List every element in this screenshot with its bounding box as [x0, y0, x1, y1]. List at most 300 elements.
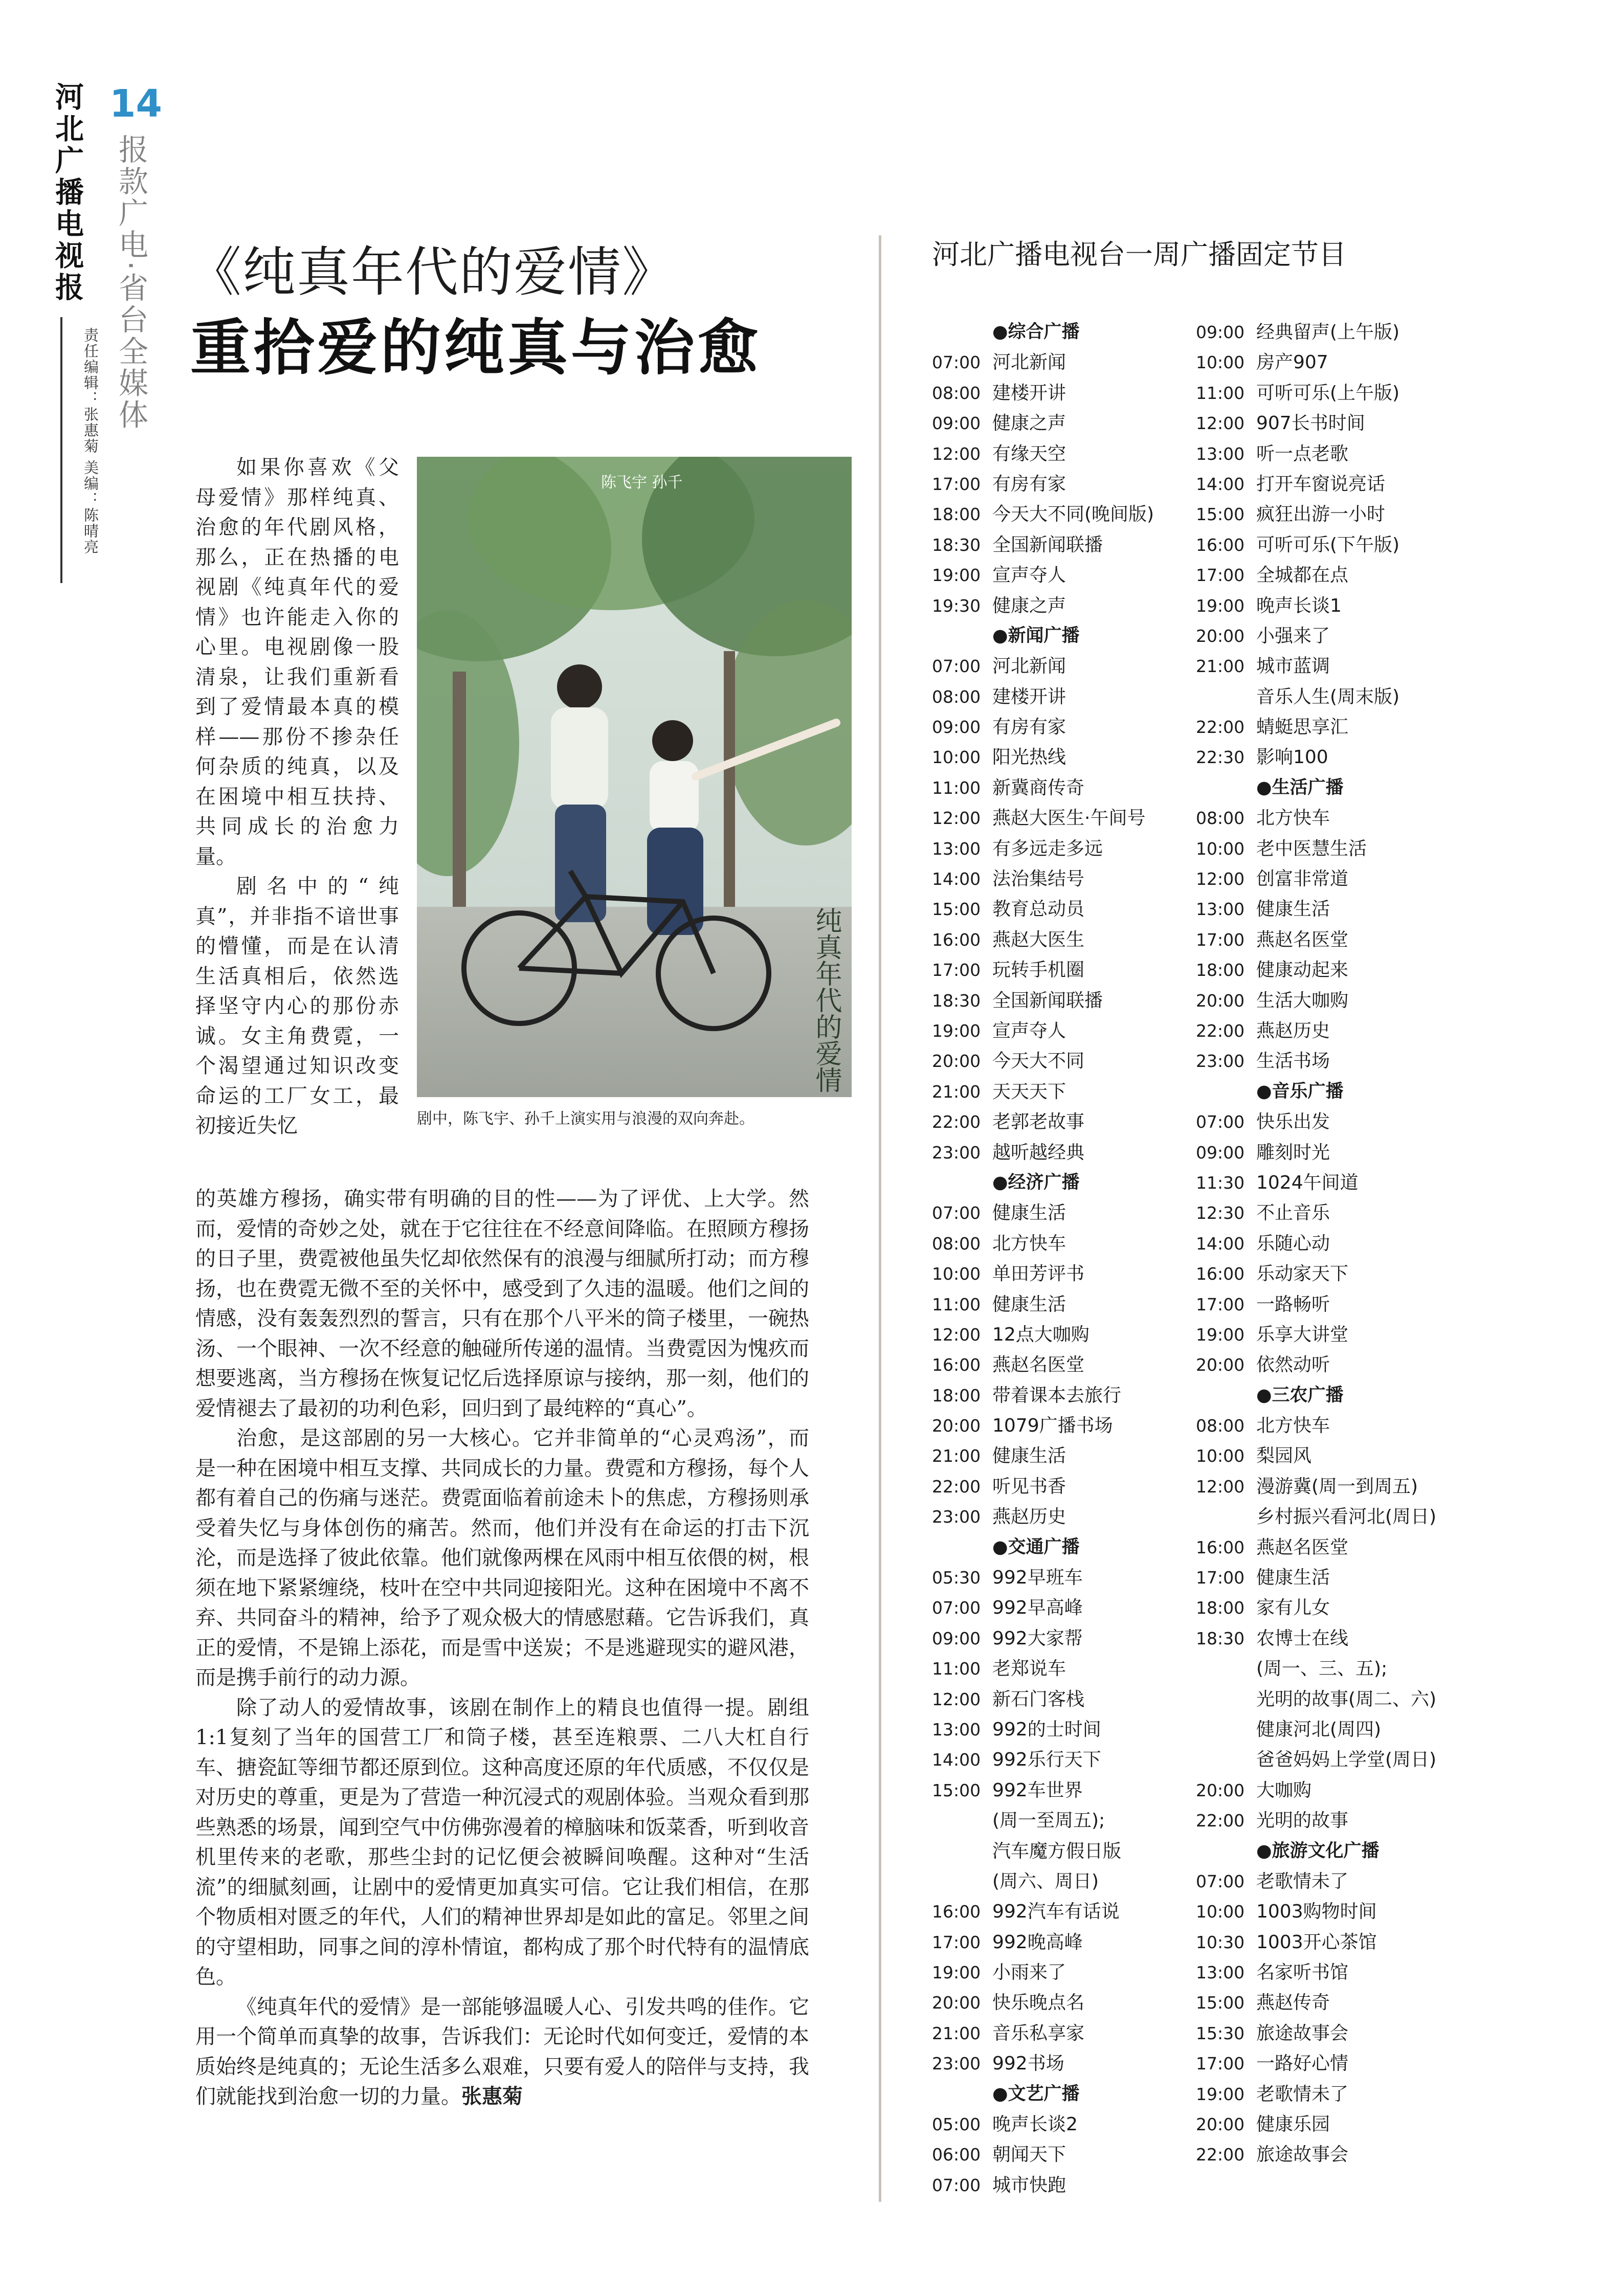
- program-name: 992早高峰: [992, 1597, 1083, 1619]
- program-time: 20:00: [1196, 626, 1245, 646]
- program-row: [1196, 1472, 1441, 1502]
- program-time: 08:00: [932, 686, 981, 707]
- program-time: 17:00: [1196, 1568, 1245, 1588]
- program-name: 名家听书馆: [1256, 1962, 1349, 1983]
- article-body-narrow: [195, 453, 399, 1141]
- program-row: [1196, 1897, 1441, 1927]
- program-row: [932, 560, 1177, 590]
- program-name: 北方快车: [1256, 1415, 1330, 1437]
- program-name: 燕赵历史: [992, 1506, 1066, 1528]
- program-time: 15:00: [1196, 1993, 1245, 2013]
- program-row: [932, 1714, 1177, 1745]
- program-row: [1196, 864, 1441, 894]
- program-time: 09:00: [1196, 1142, 1245, 1163]
- program-name: 雕刻时光: [1256, 1142, 1330, 1163]
- program-name: 一路好心情: [1256, 2053, 1349, 2075]
- program-name: 燕赵历史: [1256, 1020, 1330, 1041]
- program-row: [932, 773, 1177, 803]
- program-row: [932, 894, 1177, 924]
- program-name: 单田芳评书: [992, 1263, 1085, 1285]
- program-time: 22:00: [1196, 1020, 1245, 1041]
- program-name: 不止音乐: [1256, 1202, 1330, 1224]
- program-row: [932, 1684, 1177, 1714]
- program-name: 城市快跑: [992, 2174, 1066, 2196]
- program-name: 新冀商传奇: [992, 777, 1085, 798]
- article-author: 张惠菊: [461, 2085, 523, 2108]
- program-name: 建楼开讲: [992, 686, 1066, 707]
- program-time: 18:00: [1196, 960, 1245, 980]
- program-row: [1196, 1805, 1441, 1836]
- program-row: [1196, 2079, 1441, 2109]
- program-name: 新石门客栈: [992, 1688, 1085, 1710]
- program-row: [932, 834, 1177, 864]
- program-name: 健康之声: [992, 413, 1066, 434]
- program-time: 19:30: [932, 595, 981, 616]
- paragraph: 除了动人的爱情故事，该剧在制作上的精良也值得一提。剧组1:1复刻了当年的国营工厂和筒子楼，甚至连粮票、二八大杠自行车、搪瓷缸等细节都还原到位。这种高度还原的年代质感，不仅仅是对历史的尊重，更是为了营造一种沉浸式的观剧体验。当观众看到那些熟悉的场景，闻到空气中仿佛弥漫着的樟脑味和饭菜香，听到收音机里传来的老歌，那些尘封的记忆便会被瞬间唤醒。这种对“生活流”的细腻刻画，让剧中的爱情更加真实可信。它让我们相信，在那个物质相对匮乏的年代，人们的精神世界却是如此的富足。邻里之间的守望相助，同事之间的淳朴情谊，都构成了那个时代特有的温情底色。: [195, 1696, 809, 1989]
- program-row: [1196, 2109, 1441, 2139]
- program-row: [1196, 1441, 1441, 1471]
- program-name: 依然动听: [1256, 1354, 1330, 1376]
- program-name: 乐随心动: [1256, 1233, 1330, 1254]
- program-name: 城市蓝调: [1256, 656, 1330, 677]
- program-time: 05:00: [932, 2114, 981, 2135]
- program-row: [1196, 1350, 1441, 1380]
- program-name: 阳光热线: [992, 747, 1066, 768]
- program-row: [1196, 1168, 1441, 1198]
- channel-heading: ●生活广播: [1256, 777, 1344, 798]
- program-name: 宣声夺人: [992, 1020, 1066, 1041]
- program-time: 05:30: [932, 1568, 981, 1588]
- program-time: 23:00: [1196, 1051, 1245, 1072]
- program-time: 07:00: [932, 352, 981, 373]
- program-time: 23:00: [932, 1142, 981, 1163]
- program-time: 10:00: [1196, 1902, 1245, 1922]
- program-name: 907长书时间: [1256, 413, 1365, 434]
- program-name: 带着课本去旅行: [992, 1385, 1122, 1406]
- paragraph: 治愈，是这部剧的另一大核心。它并非简单的“心灵鸡汤”，而是一种在困境中相互支撑、共同成长的力量。费霓和方穆扬，每个人都有着自己的伤痛与迷茫。费霓面临着前途未卜的焦虑，方穆扬则承受着失忆与身体创伤的痛苦。然而，他们并没有在命运的打击下沉沦，而是选择了彼此依靠。他们就像两棵在风雨中相互依偎的树，根须在地下紧紧缠绕，枝叶在空中共同迎接阳光。这种在困境中不离不弃、共同奋斗的精神，给予了观众极大的情感慰藉。它告诉我们，真正的爱情，不是锦上添花，而是雪中送炭；不是逃避现实的避风港，而是携手前行的动力源。: [195, 1426, 809, 1689]
- program-row: [1196, 925, 1441, 955]
- program-row: [1196, 894, 1441, 924]
- program-row: [1196, 1654, 1441, 1684]
- program-time: 07:00: [1196, 1871, 1245, 1891]
- program-row: [932, 651, 1177, 681]
- program-time: 12:00: [1196, 1476, 1245, 1497]
- program-name: 992汽车有话说: [992, 1901, 1120, 1923]
- program-row: [1196, 1046, 1441, 1076]
- program-time: 19:00: [932, 1963, 981, 1983]
- program-row: [932, 1775, 1177, 1805]
- program-name: 光明的故事: [1256, 1810, 1349, 1832]
- program-name: 全国新闻联播: [992, 990, 1103, 1011]
- program-name: 老歌情未了: [1256, 2083, 1349, 2105]
- program-time: 12:00: [932, 1689, 981, 1709]
- program-time: 18:30: [932, 534, 981, 555]
- program-row: [932, 1380, 1177, 1411]
- program-row: [1196, 1320, 1441, 1350]
- program-time: 20:00: [1196, 1355, 1245, 1375]
- program-time: 13:00: [1196, 899, 1245, 920]
- program-row: [932, 2018, 1177, 2048]
- newspaper-masthead: 河北广播电视报: [51, 82, 84, 304]
- program-time: 15:00: [1196, 504, 1245, 525]
- program-row: [1196, 469, 1441, 499]
- program-time: 08:00: [1196, 1416, 1245, 1436]
- program-row: [932, 1441, 1177, 1471]
- program-time: 11:00: [932, 1294, 981, 1314]
- program-row: [932, 925, 1177, 955]
- program-time: 11:00: [932, 777, 981, 798]
- program-name: 生活大咖购: [1256, 990, 1349, 1011]
- program-row: [932, 682, 1177, 712]
- program-row: [1196, 1198, 1441, 1228]
- program-name: 小强来了: [1256, 625, 1330, 647]
- paragraph: 如果你喜欢《父母爱情》那样纯真、治愈的年代剧风格，那么，正在热播的电视剧《纯真年代的爱情》也许能走入你的心里。电视剧像一股清泉，让我们重新看到了爱情最本真的模样——那份不掺杂任何杂质的纯真，以及在困境中相互扶持、共同成长的治愈力量。: [195, 456, 399, 868]
- program-row: [932, 712, 1177, 742]
- program-time: 20:00: [1196, 1780, 1245, 1800]
- program-time: 23:00: [932, 1507, 981, 1527]
- program-time: 13:00: [1196, 443, 1245, 464]
- program-row: [932, 1320, 1177, 1350]
- program-row: [1196, 1532, 1441, 1563]
- program-time: 16:00: [932, 1355, 981, 1375]
- program-name: 梨园风: [1256, 1445, 1312, 1467]
- paragraph: 剧名中的“纯真”，并非指不谙世事的懵懂，而是在认清生活真相后，依然选择坚守内心的那份赤诚。女主角费霓，一个渴望通过知识改变命运的工厂女工，最初接近失忆: [195, 875, 399, 1138]
- program-name: 一路畅听: [1256, 1294, 1330, 1315]
- program-time: 07:00: [932, 2175, 981, 2195]
- channel-heading: ●音乐广播: [1256, 1081, 1344, 1102]
- schedule-column-right: [1196, 317, 1441, 2170]
- program-time: 18:30: [1196, 1628, 1245, 1648]
- program-row: [932, 469, 1177, 499]
- program-row: [1196, 1957, 1441, 1988]
- closing-paragraph: 《纯真年代的爱情》是一部能够温暖人心、引发共鸣的佳作。它用一个简单而真挚的故事，告诉我们：无论时代如何变迁，爱情的本质始终是纯真的；无论生活多么艰难，只要有爱人的陪伴与支持，我们就能找到治愈一切的力量。: [195, 1995, 809, 2108]
- program-name: 快乐出发: [1256, 1111, 1330, 1133]
- program-time: 22:00: [1196, 2145, 1245, 2165]
- program-name: 法治集结号: [992, 868, 1085, 890]
- program-time: 18:00: [932, 1385, 981, 1406]
- program-time: 09:00: [932, 717, 981, 738]
- program-row: [1196, 378, 1441, 408]
- program-row: [932, 1229, 1177, 1259]
- program-row: [932, 378, 1177, 408]
- program-name: 大咖购: [1256, 1779, 1312, 1801]
- program-row: [932, 1988, 1177, 2018]
- program-row: [932, 803, 1177, 833]
- program-name: 家有儿女: [1256, 1597, 1330, 1619]
- program-row: [932, 986, 1177, 1016]
- program-name: 玩转手机圈: [992, 960, 1085, 981]
- program-row: [1196, 621, 1441, 651]
- program-row: [1196, 530, 1441, 560]
- editor-credit: 责任编辑：张惠菊 美编：陈晴亮: [82, 327, 99, 555]
- program-row: [1196, 347, 1441, 377]
- schedule-column-left: [932, 317, 1177, 2200]
- masthead-divider: [60, 317, 62, 583]
- article-kicker: 《纯真年代的爱情》: [188, 241, 677, 303]
- program-time: 10:00: [1196, 838, 1245, 859]
- program-name: 经典留声(上午版): [1256, 322, 1400, 343]
- program-time: 17:00: [1196, 565, 1245, 586]
- program-row: [932, 1745, 1177, 1775]
- program-row: [932, 1046, 1177, 1076]
- program-time: 20:00: [932, 1993, 981, 2013]
- program-name: 有缘天空: [992, 443, 1066, 464]
- program-name: 听一点老歌: [1256, 443, 1349, 464]
- program-time: 10:30: [1196, 1932, 1245, 1952]
- program-row: [932, 1654, 1177, 1684]
- program-row: [1196, 317, 1441, 347]
- program-name: 健康之声: [992, 595, 1066, 616]
- program-name: 河北新闻: [992, 656, 1066, 677]
- program-time: 16:00: [1196, 1264, 1245, 1284]
- article-headline: 重拾爱的纯真与治愈: [190, 313, 762, 383]
- photo-illustration: [417, 457, 852, 1097]
- program-name: 今天大不同(晚间版): [992, 504, 1154, 525]
- program-row: [1196, 651, 1441, 681]
- program-name: 音乐私享家: [992, 2022, 1085, 2044]
- channel-heading: ●旅游文化广播: [1256, 1840, 1380, 1861]
- program-row: [1196, 2048, 1441, 2079]
- program-time: 16:00: [932, 1902, 981, 1922]
- program-time: 11:30: [1196, 1172, 1245, 1193]
- program-row: [1196, 1775, 1441, 1805]
- program-time: 14:00: [932, 1750, 981, 1770]
- program-time: 14:00: [932, 869, 981, 889]
- program-row: [1196, 560, 1441, 590]
- program-row: [932, 1593, 1177, 1623]
- program-time: 21:00: [932, 2023, 981, 2043]
- program-time: 20:00: [932, 1051, 981, 1072]
- program-name: 992书场: [992, 2053, 1064, 2075]
- program-time: 11:00: [932, 1659, 981, 1679]
- program-name: 992晚高峰: [992, 1931, 1083, 1953]
- program-time: 15:00: [932, 899, 981, 920]
- program-time: 07:00: [1196, 1112, 1245, 1132]
- program-name: 健康生活: [992, 1445, 1066, 1467]
- program-row: [932, 2048, 1177, 2079]
- program-name: 宣声夺人: [992, 565, 1066, 586]
- program-name: 老中医慧生活: [1256, 838, 1367, 859]
- program-row: [932, 1897, 1177, 1927]
- program-row: [932, 1623, 1177, 1654]
- program-name: 老郭老故事: [992, 1111, 1085, 1133]
- column-divider: [879, 235, 881, 2202]
- program-row: [932, 408, 1177, 438]
- program-name: 创富非常道: [1256, 868, 1349, 890]
- program-name: 燕赵大医生: [992, 929, 1085, 950]
- program-time: 20:00: [1196, 990, 1245, 1011]
- program-name: 992大家帮: [992, 1628, 1083, 1649]
- section-name: 报款广电·省台全媒体: [114, 134, 148, 431]
- program-row: [1196, 1411, 1441, 1441]
- program-row: [932, 1472, 1177, 1502]
- program-name: 快乐晚点名: [992, 1992, 1085, 2014]
- program-row: [1196, 591, 1441, 621]
- program-name: 北方快车: [1256, 808, 1330, 829]
- program-name: 燕赵大医生·午间号: [992, 808, 1146, 829]
- program-name: 健康生活: [1256, 899, 1330, 920]
- program-time: 22:30: [1196, 747, 1245, 768]
- program-name: 建楼开讲: [992, 382, 1066, 404]
- program-time: 14:00: [1196, 474, 1245, 494]
- program-name: 漫游冀(周一到周五): [1256, 1476, 1418, 1497]
- program-name: 疯狂出游一小时: [1256, 504, 1386, 525]
- page-number: 14: [109, 82, 162, 126]
- program-row: [932, 864, 1177, 894]
- program-name: 教育总动员: [992, 899, 1085, 920]
- program-row: [932, 347, 1177, 377]
- program-time: 12:30: [1196, 1203, 1245, 1223]
- program-row: [932, 1350, 1177, 1380]
- program-time: 12:00: [1196, 413, 1245, 434]
- channel-heading: ●经济广播: [992, 1172, 1080, 1193]
- program-name: 健康乐园: [1256, 2114, 1330, 2135]
- program-time: 21:00: [932, 1081, 981, 1102]
- program-time: 19:00: [1196, 1324, 1245, 1345]
- program-row: [1196, 1502, 1441, 1532]
- photo-overlay-names: 陈飞宇 孙千: [601, 474, 683, 492]
- program-time: 20:00: [1196, 2114, 1245, 2135]
- program-time: 08:00: [932, 383, 981, 403]
- program-name: 影响100: [1256, 747, 1328, 768]
- program-name: 992早班车: [992, 1567, 1083, 1589]
- program-name: 乐动家天下: [1256, 1263, 1349, 1285]
- program-row: [932, 742, 1177, 772]
- program-name: 992的士时间: [992, 1719, 1101, 1740]
- program-row: [1196, 1107, 1441, 1137]
- paragraph: 的英雄方穆扬，确实带有明确的目的性——为了评优、上大学。然而，爱情的奇妙之处，就在于它往往在不经意间降临。在照顾方穆扬的日子里，费霓被他虽失忆却依然保有的浪漫与细腻所打动；而方穆扬，也在费霓无微不至的关怀中，感受到了久违的温暖。他们之间的情感，没有轰轰烈烈的誓言，只有在那个八平米的筒子楼里，一碗热汤、一个眼神、一次不经意的触碰所传递的温情。当费霓因为愧疚而想要逃离，当方穆扬在恢复记忆后选择原谅与接纳，那一刻，他们的爱情褪去了最初的功利色彩，回归到了最纯粹的“真心”。: [195, 1187, 809, 1420]
- program-row: [1196, 1289, 1441, 1320]
- drama-still-photo: [417, 457, 852, 1097]
- program-row: [932, 1957, 1177, 1988]
- channel-heading: ●三农广播: [1256, 1385, 1344, 1406]
- channel-heading: ●综合广播: [992, 322, 1080, 342]
- program-name: 朝闻天下: [992, 2144, 1066, 2166]
- program-name: 1024午间道: [1256, 1172, 1359, 1193]
- program-time: 07:00: [932, 656, 981, 677]
- program-row: [1196, 955, 1441, 985]
- program-time: 17:00: [1196, 929, 1245, 950]
- program-time: 10:00: [1196, 1446, 1245, 1466]
- program-time: 23:00: [932, 2054, 981, 2074]
- program-time: 12:00: [1196, 869, 1245, 889]
- program-time: 17:00: [932, 1932, 981, 1952]
- program-row: [932, 1411, 1177, 1441]
- program-row: [932, 530, 1177, 560]
- program-row: [932, 499, 1177, 529]
- program-row: [1196, 1138, 1441, 1168]
- program-row: [932, 1289, 1177, 1320]
- photo-overlay-title: 纯真年代的爱情: [811, 907, 841, 1093]
- program-time: 21:00: [932, 1446, 981, 1466]
- schedule-title: 河北广播电视台一周广播固定节目: [932, 238, 1346, 271]
- program-time: 08:00: [932, 1233, 981, 1254]
- program-name: 乐享大讲堂: [1256, 1324, 1349, 1345]
- program-time: 09:00: [932, 413, 981, 434]
- program-name: (周六、周日): [992, 1870, 1099, 1892]
- program-name: 可听可乐(下午版): [1256, 534, 1400, 555]
- program-time: 10:00: [1196, 352, 1245, 373]
- program-row: [1196, 834, 1441, 864]
- program-row: [932, 1138, 1177, 1168]
- program-time: 06:00: [932, 2145, 981, 2165]
- program-name: 音乐人生(周末版): [1256, 686, 1400, 707]
- program-name: 燕赵名医堂: [1256, 1536, 1349, 1558]
- program-name: 房产907: [1256, 352, 1328, 373]
- program-time: 16:00: [1196, 534, 1245, 555]
- program-time: 22:00: [1196, 717, 1245, 738]
- program-time: 22:00: [932, 1112, 981, 1132]
- program-time: 09:00: [932, 1628, 981, 1648]
- program-time: 22:00: [932, 1476, 981, 1497]
- program-time: 13:00: [1196, 1963, 1245, 1983]
- program-time: 19:00: [932, 565, 981, 586]
- program-time: 16:00: [1196, 1537, 1245, 1557]
- program-name: 可听可乐(上午版): [1256, 382, 1400, 404]
- program-name: 小雨来了: [992, 1962, 1066, 1983]
- program-name: 1003开心茶馆: [1256, 1931, 1377, 1953]
- program-time: 19:00: [1196, 595, 1245, 616]
- program-row: [932, 1927, 1177, 1957]
- program-name: 燕赵传奇: [1256, 1992, 1330, 2014]
- program-name: 晚声长谈1: [1256, 595, 1342, 616]
- program-time: 19:00: [1196, 2084, 1245, 2104]
- channel-heading: ●交通广播: [992, 1536, 1080, 1557]
- program-time: 12:00: [932, 443, 981, 464]
- program-name: 旅途故事会: [1256, 2022, 1349, 2044]
- program-row: [1196, 1866, 1441, 1897]
- program-name: 992乐行天下: [992, 1749, 1101, 1771]
- program-row: [1196, 1714, 1441, 1745]
- program-row: [1196, 2139, 1441, 2170]
- program-row: [1196, 1745, 1441, 1775]
- program-name: 乡村振兴看河北(周日): [1256, 1506, 1437, 1528]
- program-time: 13:00: [932, 838, 981, 859]
- program-time: 21:00: [1196, 656, 1245, 677]
- program-row: [932, 1836, 1177, 1866]
- article-body-wide: [195, 1184, 809, 2112]
- program-row: [1196, 986, 1441, 1016]
- program-time: 09:00: [1196, 322, 1245, 342]
- program-name: 有房有家: [992, 473, 1066, 495]
- program-time: 17:00: [1196, 1294, 1245, 1314]
- program-name: 健康生活: [992, 1294, 1066, 1315]
- program-time: 08:00: [1196, 808, 1245, 829]
- program-name: 健康河北(周四): [1256, 1719, 1382, 1740]
- program-name: 1079广播书场: [992, 1415, 1113, 1437]
- program-name: 全国新闻联播: [992, 534, 1103, 555]
- program-time: 17:00: [932, 474, 981, 494]
- program-row: [1196, 742, 1441, 772]
- program-row: [1196, 803, 1441, 833]
- program-row: [932, 2109, 1177, 2139]
- program-time: 19:00: [932, 1020, 981, 1041]
- program-name: 992车世界: [992, 1779, 1083, 1801]
- program-row: [1196, 1563, 1441, 1593]
- photo-caption: 剧中，陈飞宇、孙千上演实用与浪漫的双向奔赴。: [417, 1110, 754, 1128]
- program-time: 10:00: [932, 1264, 981, 1284]
- program-row: [932, 1502, 1177, 1532]
- program-row: [932, 439, 1177, 469]
- program-name: 生活书场: [1256, 1051, 1330, 1072]
- paragraph: [195, 1992, 809, 2112]
- program-name: 光明的故事(周二、六): [1256, 1688, 1437, 1710]
- program-name: 1003购物时间: [1256, 1901, 1377, 1923]
- program-name: 汽车魔方假日版: [992, 1840, 1122, 1862]
- program-name: 天天天下: [992, 1081, 1066, 1102]
- program-name: 晚声长谈2: [992, 2114, 1078, 2135]
- program-row: [1196, 2018, 1441, 2048]
